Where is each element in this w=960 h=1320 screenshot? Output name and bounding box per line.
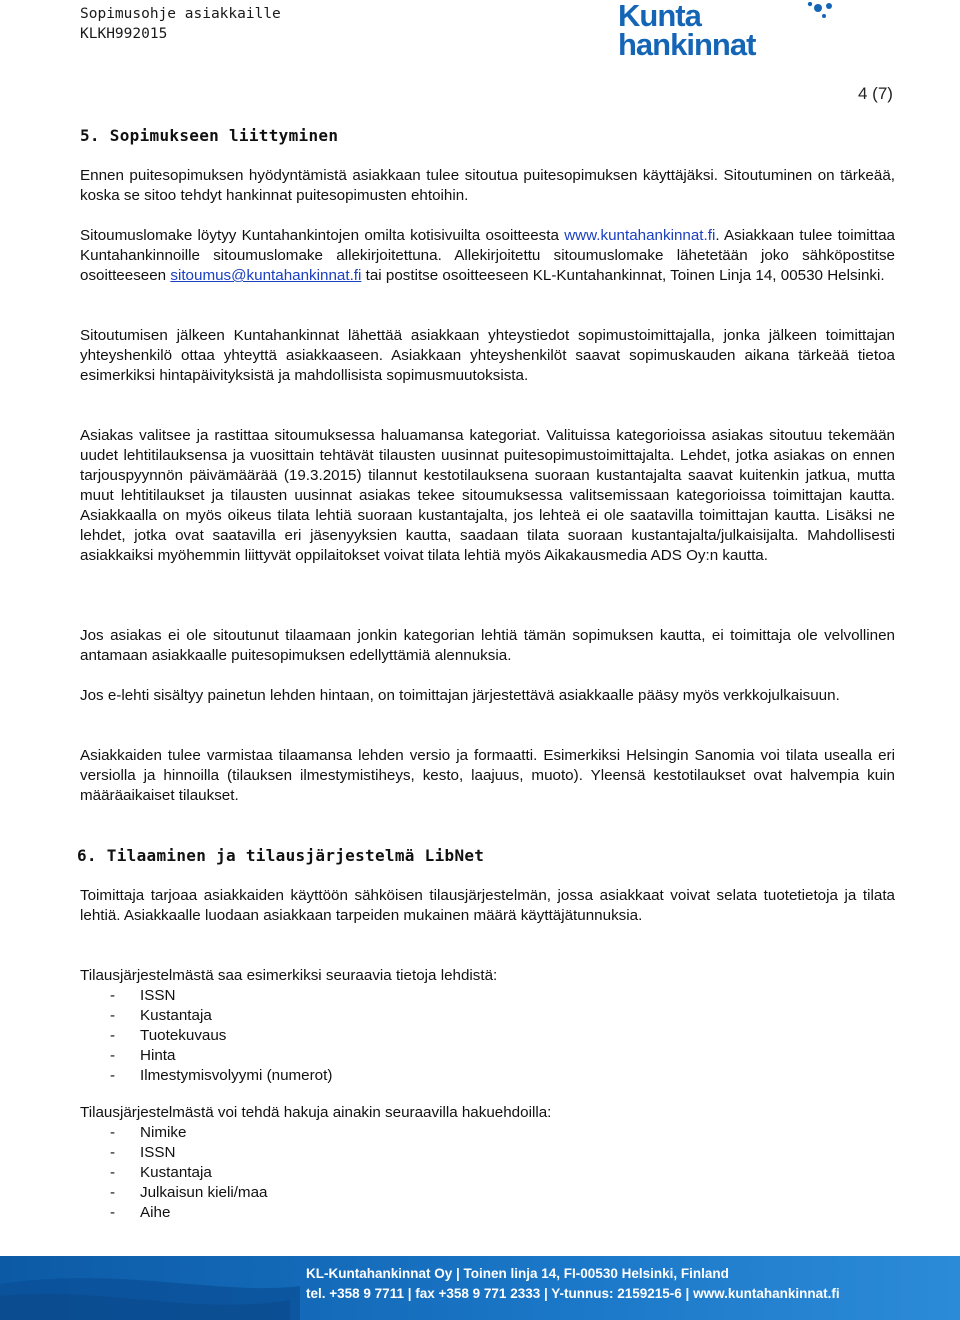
list-item: - Hinta [110,1047,176,1064]
section-5-paragraph-5: Jos asiakas ei ole sitoutunut tilaamaan jonkin kategorian lehtiä tämän sopimuksen kautta, ei toimittaja ole velvollinen antamaan asiakkaalle puitesopimuksen edellyttämiä alennuksia. [80,627,895,664]
info-fields-list [110,986,332,1086]
section-5-paragraph-3: Sitoutumisen jälkeen Kuntahankinnat lähettää asiakkaan yhteystiedot sopimustoimittajalla, jonka jälkeen toimittajan yhteyshenkilö ottaa yhteyttä asiakkaaseen. Asiakkaan yhteyshenkilöt saavat sopimuskauden aikana tärkeää tietoa esimerkiksi hintapäivityksistä ja mahdollisista sopimusmuutoksista. [80,327,895,384]
page-number: 4 (7) [858,84,893,103]
list-item: - Ilmestymisvolyymi (numerot) [110,1067,333,1084]
section-5-paragraph-1: Ennen puitesopimuksen hyödyntämistä asiakkaan tulee sitoutua puitesopimuksen käyttäjäksi. Sitoutuminen on tärkeää, koska se sitoo tehdyt hankinnat puitesopimusten ehtoihin. [80,167,895,204]
section-6-paragraph-1: Toimittaja tarjoaa asiakkaiden käyttöön sähköisen tilausjärjestelmän, jossa asiakkaat voivat selata tuotetietoja ja tilata lehtiä. Asiakkaalle luodaan asiakkaan tarpeiden mukainen määrä käyttäjätunnuksia. [80,887,895,924]
kuntahankinnat-logo [618,0,838,66]
list-item: - Julkaisun kieli/maa [110,1184,268,1201]
list-item: - Aihe [110,1204,171,1221]
list-item: - Nimike [110,1124,187,1141]
logo-word-hankinnat: hankinnat [618,27,756,62]
section-5-paragraph-4: Asiakas valitsee ja rastittaa sitoumuksessa haluamansa kategoriat. Valituissa kategorioissa asiakas sitoutuu tekemään uudet lehtitilauksensa ja vuosittain tehtävät tilausten uusinnat puitesopimustoimittajalta. Lehdet, jotka asiakas on ennen tarjouspyynnön päivämäärää (19.3.2015) tilannut kestotilauksena suoraan kustantajalta saavat kuitenkin jatkua, mutta muut lehtitilaukset ja tilausten uusinnat asiakas tekee sitoumuksessa valitsemissaan kategorioissa toimittajan kautta. Asiakkaalla on myös oikeus tilata lehtiä suoraan kustantajalta, jos lehteä ei ole saatavilla toimittajan kautta. Lisäksi ne lehdet, jotka ovat saatavilla eri jäsenyyksien kautta, saadaan tilata suoraan kustantajalta/julkaisijalta. Mahdollisesti asiakkaiksi myöhemmin liittyvät oppilaitokset voivat tilata lehtiä myös Aikakausmedia ADS Oy:n kautta. [80,427,895,564]
section-5-paragraph-6: Jos e-lehti sisältyy painetun lehden hintaan, on toimittajan järjestettävä asiakkaalle pääsy myös verkkojulkaisuun. [80,687,840,704]
kuntahankinnat-website-link[interactable]: www.kuntahankinnat.fi [564,227,716,244]
list-item: - Kustantaja [110,1164,212,1181]
p2-text-a: Sitoumuslomake löytyy Kuntahankintojen omilta kotisivuilta osoitteesta [80,227,565,244]
section-5-paragraph-2 [80,226,895,286]
list-item: - Kustantaja [110,1007,212,1024]
list-2-intro: Tilausjärjestelmästä voi tehdä hakuja ainakin seuraavilla hakuehdoilla: [80,1104,552,1121]
list-item: - ISSN [110,987,176,1004]
list-1-intro: Tilausjärjestelmästä saa esimerkiksi seuraavia tietoja lehdistä: [80,967,498,984]
section-5-paragraph-7: Asiakkaiden tulee varmistaa tilaamansa lehden versio ja formaatti. Esimerkiksi Helsingin Sanomia voi tilata usealla eri versiolla ja hinnoilla (tilauksen ilmestymistiheys, kesto, laajuus, muoto). Yleensä kestotilaukset ovat halvempia kuin määräaikaiset tilaukset. [80,747,895,804]
p2-text-b: . Asiakkaan tulee toimittaa Kuntahankinnoille sitoumuslomake allekirjoitettuna. Allekirjoitettu sitoumuslomake lähetetään joko sähköpostitse osoitteeseen [80,227,895,284]
footer-banner [0,1256,960,1320]
footer-contacts: tel. +358 9 7711 | fax +358 9 771 2333 | Y-tunnus: 2159215-6 | www.kuntahankinnat.fi [306,1286,840,1301]
logo-word-kunta: Kunta [618,0,701,33]
document-code: KLKH992015 [80,26,168,42]
list-item: - Tuotekuvaus [110,1027,227,1044]
list-item: - ISSN [110,1144,176,1161]
p2-text-c: tai postitse osoitteeseen KL-Kuntahankinnat, Toinen Linja 14, 00530 Helsinki. [361,267,885,284]
document-title: Sopimusohje asiakkaille [80,6,281,22]
sitoumus-email-link[interactable]: sitoumus@kuntahankinnat.fi [170,267,362,284]
footer-address: KL-Kuntahankinnat Oy | Toinen linja 14, FI-00530 Helsinki, Finland [306,1266,729,1281]
document-header [80,4,281,44]
section-6-heading: 6. Tilaaminen ja tilausjärjestelmä LibNet [77,846,485,865]
search-criteria-list [110,1123,267,1223]
section-5-heading: 5. Sopimukseen liittyminen [80,126,339,145]
